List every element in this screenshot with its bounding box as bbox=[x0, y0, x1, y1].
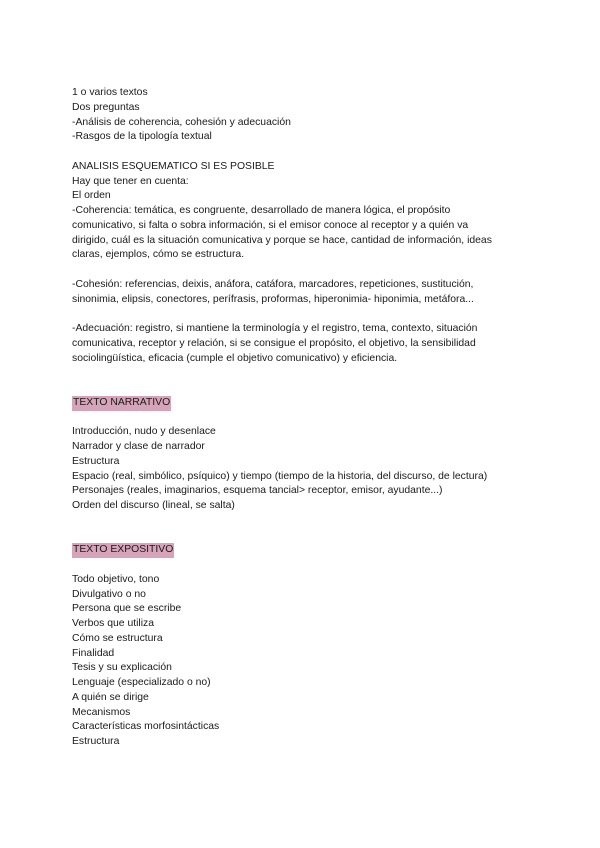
expositivo-item: Lenguaje (especializado o no) bbox=[72, 677, 211, 688]
adecuacion-line: sociolingüística, eficacia (cumple el objetivo comunicativo) y eficiencia. bbox=[72, 352, 398, 364]
narrativo-item: Personajes (reales, imaginarios, esquema tancial> receptor, emisor, ayudante...) bbox=[72, 485, 443, 497]
narrativo-item: Narrador y clase de narrador bbox=[72, 441, 205, 452]
intro-block bbox=[72, 86, 532, 145]
expositivo-item: Verbos que utiliza bbox=[72, 618, 155, 629]
coherencia-line: -Coherencia: temática, es congruente, desarrollado de manera lógica, el propósito bbox=[72, 205, 451, 216]
narrativo-item: Estructura bbox=[72, 455, 120, 467]
expositivo-heading-row bbox=[72, 543, 532, 558]
narrativo-item: Espacio (real, simbólico, psíquico) y tiempo (tiempo de la historia, del discurso, de lectura) bbox=[72, 470, 488, 482]
narrativo-section bbox=[72, 396, 532, 514]
spacer bbox=[72, 307, 532, 322]
expositivo-item: Características morfosintácticas bbox=[72, 721, 220, 733]
narrativo-heading: TEXTO NARRATIVO bbox=[72, 396, 171, 411]
adecuacion-line: comunicativa, receptor y relación, si se consigue el propósito, el objetivo, la sensibilidad bbox=[72, 337, 476, 349]
analisis-line: Hay que tener en cuenta: bbox=[72, 175, 189, 187]
narrativo-item: Orden del discurso (lineal, se salta) bbox=[72, 500, 235, 511]
coherencia-line: claras, ejemplos, cómo se estructura. bbox=[72, 249, 245, 261]
analisis-line: El orden bbox=[72, 190, 111, 202]
adecuacion-line: -Adecuación: registro, si mantiene la terminología y el registro, tema, contexto, situación bbox=[72, 323, 478, 334]
cohesion-paragraph bbox=[72, 278, 532, 308]
spacer bbox=[72, 514, 532, 544]
coherencia-paragraph bbox=[72, 204, 532, 263]
expositivo-item: Finalidad bbox=[72, 647, 115, 659]
intro-line: -Rasgos de la tipología textual bbox=[72, 131, 212, 143]
intro-line: -Análisis de coherencia, cohesión y adecuación bbox=[72, 116, 291, 128]
document-body bbox=[72, 86, 532, 750]
coherencia-line: dirigido, cuál es la situación comunicativa y porque se hace, cantidad de información, ideas bbox=[72, 234, 492, 246]
expositivo-item: Persona que se escribe bbox=[72, 603, 182, 615]
expositivo-item: Estructura bbox=[72, 736, 120, 747]
expositivo-heading: TEXTO EXPOSITIVO bbox=[72, 543, 174, 558]
intro-line: Dos preguntas bbox=[72, 101, 140, 113]
spacer bbox=[72, 263, 532, 278]
narrativo-item: Introducción, nudo y desenlace bbox=[72, 426, 216, 438]
analisis-section bbox=[72, 160, 532, 367]
analisis-heading: ANALISIS ESQUEMATICO SI ES POSIBLE bbox=[72, 160, 275, 172]
expositivo-item: Divulgativo o no bbox=[72, 588, 146, 600]
coherencia-line: comunicativo, si falta o sobra información, si el emisor conoce al receptor y a quién va bbox=[72, 219, 469, 231]
spacer bbox=[72, 411, 532, 426]
expositivo-item: Tesis y su explicación bbox=[72, 662, 172, 674]
intro-line: 1 o varios textos bbox=[72, 87, 148, 98]
cohesion-line: sinonimia, elipsis, conectores, perífrasis, proformas, hiperonimia- hiponimia, metáfora... bbox=[72, 293, 474, 305]
expositivo-item: A quién se dirige bbox=[72, 691, 149, 703]
expositivo-section bbox=[72, 543, 532, 750]
expositivo-item: Mecanismos bbox=[72, 706, 131, 718]
expositivo-item: Todo objetivo, tono bbox=[72, 573, 160, 585]
spacer bbox=[72, 558, 532, 573]
narrativo-heading-row bbox=[72, 396, 532, 411]
spacer bbox=[72, 366, 532, 396]
cohesion-line: -Cohesión: referencias, deixis, anáfora, catáfora, marcadores, repeticiones, sustitución, bbox=[72, 278, 474, 290]
spacer bbox=[72, 145, 532, 160]
adecuacion-paragraph bbox=[72, 322, 532, 366]
expositivo-item: Cómo se estructura bbox=[72, 632, 163, 644]
